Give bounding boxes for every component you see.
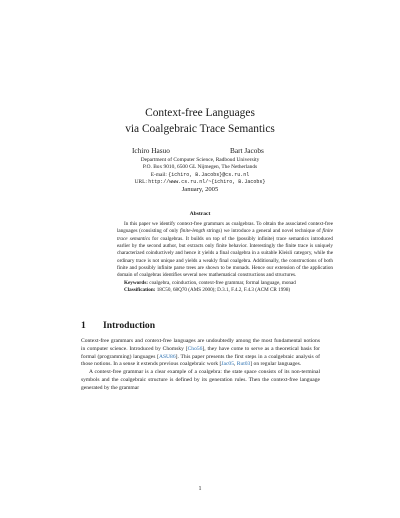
author-1: Ichiro Hasuo [132,146,170,155]
url-label: URL: [134,179,149,186]
affiliation [0,157,400,187]
title-line-2: via Coalgebraic Trace Semantics [125,122,275,135]
section-number: 1 [81,320,86,331]
section-heading [81,320,155,331]
citation-asu86[interactable]: ASU86 [158,353,176,360]
author-2: Bart Jacobs [230,146,264,155]
intro-text-d: ] on regular languages. [250,361,302,368]
abstract-body [117,221,333,294]
affiliation-line-1: Department of Computer Science, Radboud University [140,157,260,163]
intro-paragraph-1 [81,338,320,369]
intro-text-b: ], they have come to serve as a theoretical basis for formal (programming) languages [ [81,345,320,360]
citation-rut03[interactable]: Rut03 [236,361,251,368]
title-line-1: Context-free Languages [145,107,255,119]
citation-jac05[interactable]: Jac05 [221,361,234,368]
abstract-text-a: In this paper we identify context-free grammars as coalgebras. To obtain the associated context-free languages (consisting of only [117,221,333,235]
email-line [0,172,400,179]
citation-cho56[interactable]: Cho56 [187,345,203,352]
abstract-paragraph [117,221,333,280]
abstract-emphasis-finite-length: finite-length [179,228,206,235]
email-label: E-mail: [150,171,169,178]
keywords [117,280,333,287]
abstract-emphasis-finite-trace: finite trace semantics [117,228,333,242]
intro-paragraph-2: A context-free grammar is a clear example of a coalgebra: the state space consists of its non-terminal symbols and the coalgebraic structure is defined by its generation rules. Then the context-free language generated by the grammar [81,369,320,391]
keywords-text: coalgebra, coinduction, context-free grammar, formal language, monad [148,279,296,286]
intro-text-c: ]. This paper presents the first steps in a coalgebraic analysis of those notions. In a sense it extends previous coalgebraic work [ [81,353,320,368]
email-address[interactable]: {ichiro, B.Jacobs}@cs.ru.nl [168,171,250,178]
classification-label: Classification: [124,287,156,294]
classification-text: 18C50, 68Q70 (AMS 2000); D.3.1, F.4.2, F.4.3 (ACM CR 1998) [155,287,291,294]
intro-body [81,338,320,392]
intro-text-a: Context-free grammars and context-free languages are undoubtedly among the most fundamental notions in computer science. Introduced by Chomsky [ [81,338,320,352]
classification [117,287,333,294]
page-number: 1 [198,486,202,492]
abstract-text-b: strings) we introduce a general and novel technique of [205,228,323,235]
paper-date: January, 2005 [181,186,219,193]
affiliation-line-2: P.O. Box 9010, 6500 GL Nijmegen, The Netherlands [142,164,258,171]
paper-title [0,106,400,137]
section-title: Introduction [103,320,156,331]
keywords-label: Keywords: [124,279,148,286]
abstract-text-c: for coalgebras. It builds on top of the (possibly infinite) trace semantics introduced earlier by the second author, but extracts only finite behavior. Interestingly the finite trace is uniquely characterized coinductively and hence it yields a final coalgebra in a suitable Kleisli category, while the ordinary trace is not unique and yields a weakly final coalgebra. Additionally, the constructions of both finite and possibly infinite parse trees are shown to be monads. Hence our extension of the application domain of coalgebras identifies several new mathematical constructions and structures. [117,235,333,279]
homepage-url[interactable]: http://www.cs.ru.nl/~{ichiro, B.Jacobs} [148,179,266,186]
citation-separator: , [233,361,237,368]
abstract-heading: Abstract [189,211,211,217]
